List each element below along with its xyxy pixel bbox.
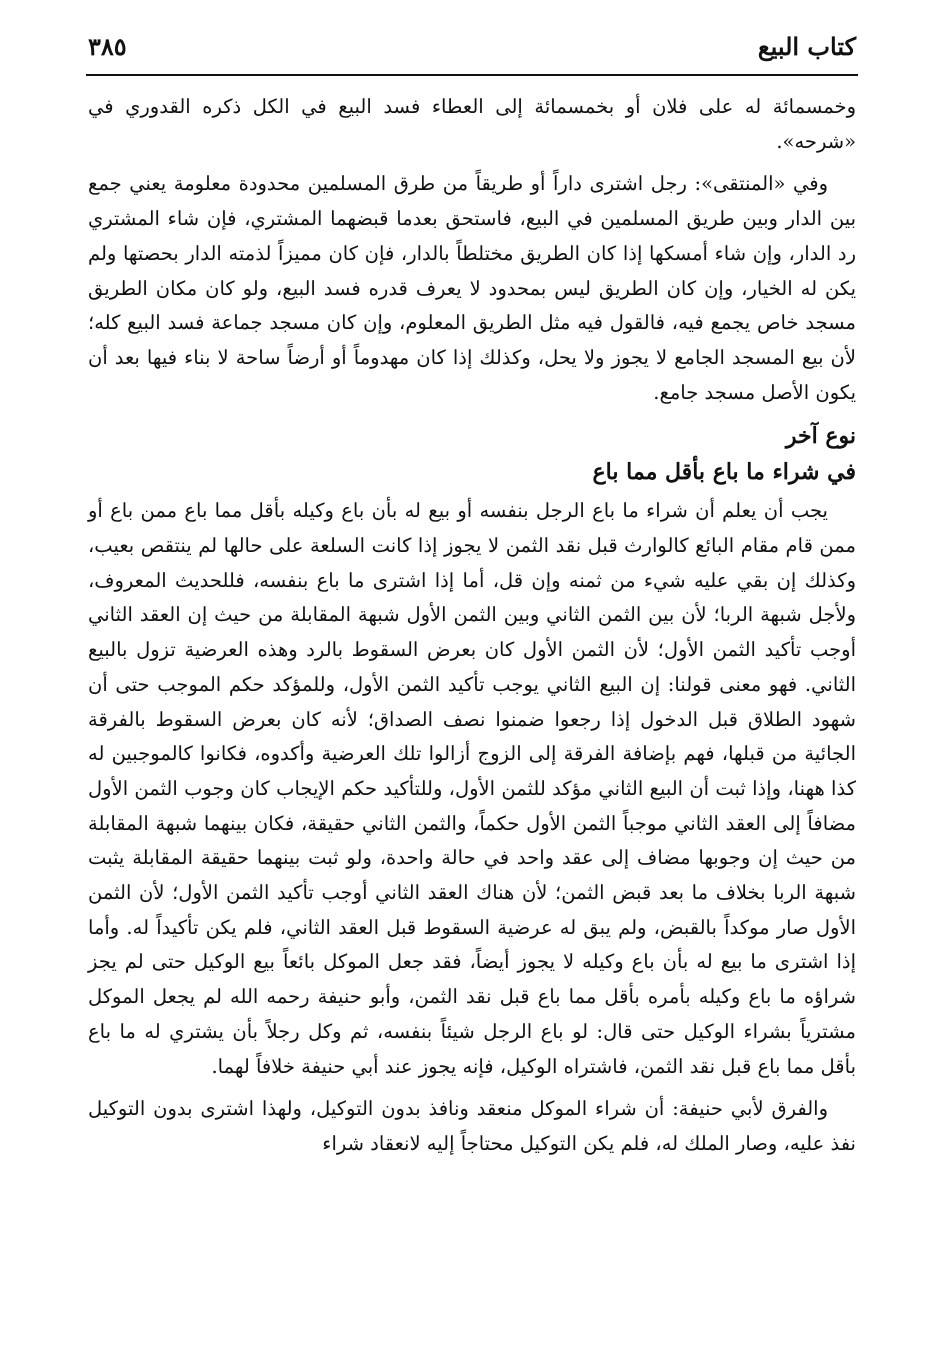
section-subtitle: في شراء ما باع بأقل مما باع bbox=[592, 459, 856, 486]
section-title: نوع آخر bbox=[785, 423, 856, 450]
book-title: كتاب البيع bbox=[757, 31, 856, 61]
paragraph-muntaqa: وفي «المنتقى»: رجل اشترى داراً أو طريقاً من طرق المسلمين محدودة معلومة يعني جمع بين الدار وبين طريق المسلمين في البيع، فاستحق بعدما قبضهما المشتري، فإن شاء المشتري رد الدار، وإن شاء أمسكها إذا كان الطريق مختلطاً بالدار، فإن كان مميزاً لذمته الدار بحصتها ولم يكن له الخيار، وإن كان الطريق ليس بمحدود لا يعرف قدره فسد البيع، ولو كان مكان الطريق مسجد خاص يجمع فيه، فالقول فيه مثل الطريق المعلوم، وإن كان مسجد جماعة فسد البيع كله؛ لأن بيع المسجد الجامع لا يجوز ولا يحل، وكذلك إذا كان مهدوماً أو أرضاً ساحة لا بناء فيها بعد أن يكون الأصل مسجد جامع. bbox=[88, 172, 856, 404]
paragraph-main: يجب أن يعلم أن شراء ما باع الرجل بنفسه أو بيع له بأن باع وكيله بأقل مما باع ممن باع أو ممن قام مقام البائع كالوارث قبل نقد الثمن لا يجوز إذا كانت السلعة على حالها لم ينتقص بعيب، وكذلك إن بقي عليه شيء من ثمنه وإن قل، أما إذا اشترى ما باع بنفسه، فللحديث المعروف، ولأجل شبهة الربا؛ لأن بين الثمن الثاني وبين الثمن الأول شبهة المقابلة من حيث إن العقد الثاني أوجب تأكيد الثمن الأول؛ لأن الثمن الأول كان بعرض السقوط بالرد وهذه العرضية تزول بالبيع الثاني. فهو معنى قولنا: إن البيع الثاني يوجب تأكيد الثمن الأول، وللمؤكد حكم الموجب حتى أن شهود الطلاق قبل الدخول إذا رجعوا ضمنوا نصف الصداق؛ لأنه كان بعرض السقوط بالفرقة الجائية من قبلها، فهم بإضافة الفرقة إلى الزوج أزالوا تلك العرضية وأكدوه، فكانوا كالموجبين له كذا ههنا، وإذا ثبت أن البيع الثاني مؤكد للثمن الأول، وللتأكيد حكم الإيجاب كان وجوب الثمن الأول مضافاً إلى العقد الثاني موجباً الثمن الأول حكماً، والثمن الثاني حقيقة، فكان بينهما شبهة المقابلة من حيث إن وجوبها مضاف إلى عقد واحد في حالة واحدة، ولو ثبت بينهما حقيقة المقابلة يثبت شبهة الربا بخلاف ما بعد قبض الثمن؛ لأن هناك العقد الثاني أوجب تأكيد الثمن الأول؛ لأن الثمن الأول صار موكداً بالقبض، ولم يبق له عرضية السقوط قبل العقد الثاني، فلم يكن تأكيداً له. وأما إذا اشترى ما بيع له بأن باع وكيله لا يجوز أيضاً، فقد جعل الموكل بائعاً بيع الوكيل حتى لم يجز شراؤه ما باع وكيله بأمره بأقل مما باع قبل نقد الثمن، وأبو حنيفة رحمه الله لم يجعل الموكل مشترياً بشراء الوكيل حتى قال: لو باع الرجل شيئاً بنفسه، ثم وكل رجلاً بأن يشتري له ما باع بأقل مما باع قبل نقد الثمن، فاشتراه الوكيل، فإنه يجوز عند أبي حنيفة خلافاً لهما. bbox=[88, 499, 856, 1078]
page-number: ٣٨٥ bbox=[88, 31, 127, 61]
paragraph-continuation: وخمسمائة له على فلان أو بخمسمائة إلى العطاء فسد البيع في الكل ذكره القدوري في «شرحه». bbox=[88, 95, 856, 153]
running-head bbox=[88, 26, 856, 66]
page-body bbox=[88, 90, 856, 1354]
header-rule bbox=[86, 74, 858, 76]
paragraph-distinction: والفرق لأبي حنيفة: أن شراء الموكل منعقد ونافذ بدون التوكيل، ولهذا اشترى بدون التوكيل نفذ عليه، وصار الملك له، فلم يكن التوكيل محتاجاً إليه لانعقاد شراء bbox=[88, 1097, 856, 1155]
